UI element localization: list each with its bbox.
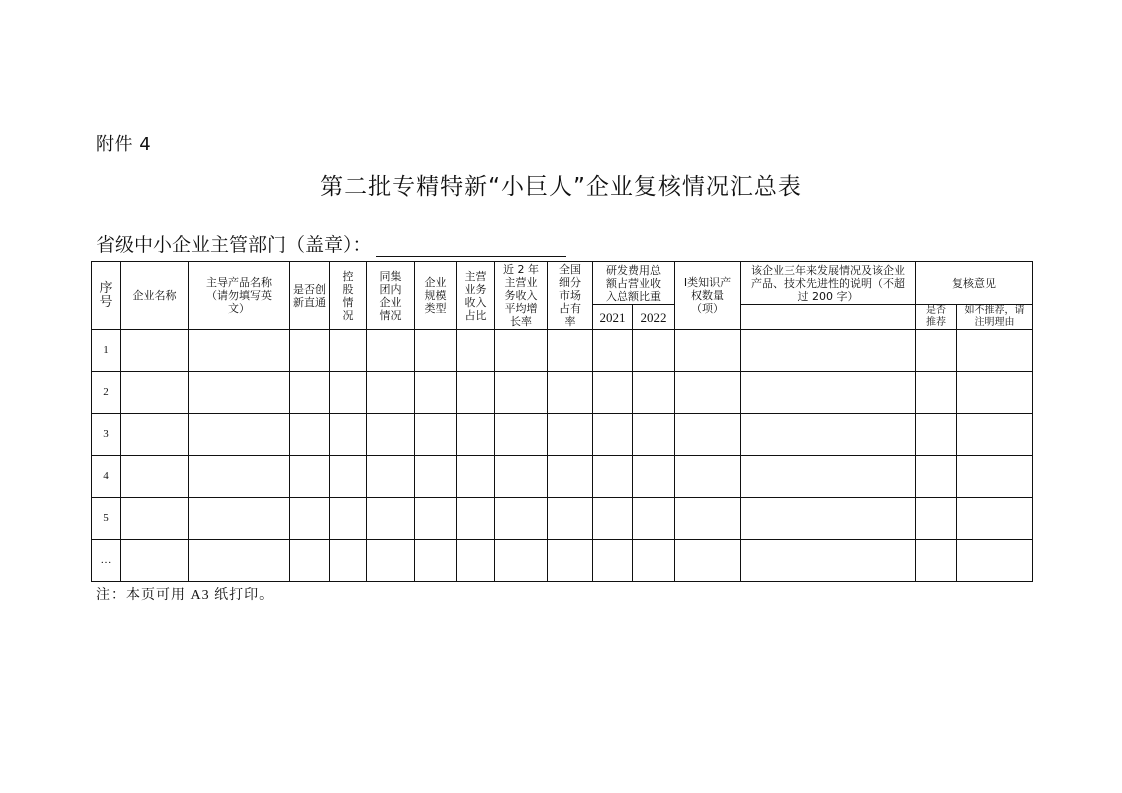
cell-innovation-direct[interactable] xyxy=(290,330,330,372)
cell-description[interactable] xyxy=(741,330,916,372)
cell-main-revenue-share[interactable] xyxy=(457,372,495,414)
cell-holding[interactable] xyxy=(330,540,367,582)
col-review-reason: 如不推荐，请注明理由 xyxy=(957,305,1033,330)
cell-scale-type[interactable] xyxy=(415,540,457,582)
cell-innovation-direct[interactable] xyxy=(290,540,330,582)
footer-note: 注：本页可用 A3 纸打印。 xyxy=(96,588,275,603)
cell-rd-2021[interactable] xyxy=(593,330,633,372)
cell-group-internal[interactable] xyxy=(367,372,415,414)
cell-rd-2022[interactable] xyxy=(633,456,675,498)
col-ip-count: Ⅰ类知识产权数量（项） xyxy=(675,262,741,330)
cell-main-product[interactable] xyxy=(189,540,290,582)
row-seq: 1 xyxy=(92,330,121,372)
cell-scale-type[interactable] xyxy=(415,456,457,498)
cell-main-revenue-share[interactable] xyxy=(457,456,495,498)
dept-stamp-line xyxy=(96,230,566,257)
cell-review-reason[interactable] xyxy=(957,456,1033,498)
cell-market-share[interactable] xyxy=(548,330,593,372)
cell-rd-2022[interactable] xyxy=(633,498,675,540)
col-description-sub xyxy=(741,305,916,330)
cell-ip-count[interactable] xyxy=(675,414,741,456)
cell-ip-count[interactable] xyxy=(675,372,741,414)
col-scale-type: 企业规模类型 xyxy=(415,262,457,330)
cell-review-reason[interactable] xyxy=(957,372,1033,414)
row-seq: 3 xyxy=(92,414,121,456)
row-seq: 5 xyxy=(92,498,121,540)
cell-scale-type[interactable] xyxy=(415,372,457,414)
cell-main-revenue-share[interactable] xyxy=(457,540,495,582)
cell-rd-2021[interactable] xyxy=(593,498,633,540)
cell-company-name[interactable] xyxy=(121,330,189,372)
cell-rd-2022[interactable] xyxy=(633,330,675,372)
cell-description[interactable] xyxy=(741,456,916,498)
cell-company-name[interactable] xyxy=(121,540,189,582)
col-market-share: 全国细分市场占有率 xyxy=(548,262,593,330)
cell-review-reason[interactable] xyxy=(957,498,1033,540)
cell-group-internal[interactable] xyxy=(367,456,415,498)
cell-holding[interactable] xyxy=(330,372,367,414)
cell-main-product[interactable] xyxy=(189,456,290,498)
page-title: 第二批专精特新“小巨人”企业复核情况汇总表 xyxy=(320,174,802,200)
col-review-recommend: 是否推荐 xyxy=(916,305,957,330)
cell-growth-rate[interactable] xyxy=(495,456,548,498)
table-row xyxy=(92,372,1033,414)
cell-group-internal[interactable] xyxy=(367,540,415,582)
cell-rd-2022[interactable] xyxy=(633,540,675,582)
table-row xyxy=(92,330,1033,372)
cell-growth-rate[interactable] xyxy=(495,414,548,456)
cell-growth-rate[interactable] xyxy=(495,372,548,414)
cell-main-product[interactable] xyxy=(189,330,290,372)
cell-growth-rate[interactable] xyxy=(495,540,548,582)
col-group-internal: 同集团内企业情况 xyxy=(367,262,415,330)
signature-blank[interactable] xyxy=(376,236,566,257)
cell-main-product[interactable] xyxy=(189,498,290,540)
col-main-revenue-share: 主营业务收入占比 xyxy=(457,262,495,330)
cell-rd-2021[interactable] xyxy=(593,372,633,414)
col-company-name: 企业名称 xyxy=(121,262,189,330)
col-rd-2022: 2022 xyxy=(633,305,675,330)
cell-review-reason[interactable] xyxy=(957,414,1033,456)
cell-innovation-direct[interactable] xyxy=(290,372,330,414)
cell-market-share[interactable] xyxy=(548,540,593,582)
col-growth-rate: 近 2 年主营业务收入平均增长率 xyxy=(495,262,548,330)
cell-market-share[interactable] xyxy=(548,498,593,540)
cell-rd-2022[interactable] xyxy=(633,372,675,414)
cell-review-recommend[interactable] xyxy=(916,498,957,540)
cell-holding[interactable] xyxy=(330,456,367,498)
cell-review-recommend[interactable] xyxy=(916,372,957,414)
col-main-product: 主导产品名称（请勿填写英文） xyxy=(189,262,290,330)
cell-ip-count[interactable] xyxy=(675,330,741,372)
cell-company-name[interactable] xyxy=(121,456,189,498)
cell-innovation-direct[interactable] xyxy=(290,414,330,456)
cell-scale-type[interactable] xyxy=(415,330,457,372)
cell-growth-rate[interactable] xyxy=(495,498,548,540)
cell-rd-2022[interactable] xyxy=(633,414,675,456)
cell-main-product[interactable] xyxy=(189,372,290,414)
cell-description[interactable] xyxy=(741,498,916,540)
cell-innovation-direct[interactable] xyxy=(290,456,330,498)
col-innovation-direct: 是否创新直通 xyxy=(290,262,330,330)
cell-description[interactable] xyxy=(741,540,916,582)
cell-innovation-direct[interactable] xyxy=(290,498,330,540)
cell-review-recommend[interactable] xyxy=(916,414,957,456)
col-description: 该企业三年来发展情况及该企业产品、技术先进性的说明（不超过 200 字） xyxy=(741,262,916,305)
cell-rd-2021[interactable] xyxy=(593,456,633,498)
col-rd-ratio: 研发费用总额占营业收入总额比重 xyxy=(593,262,675,305)
table-row xyxy=(92,540,1033,582)
cell-rd-2021[interactable] xyxy=(593,540,633,582)
col-holding: 控股情况 xyxy=(330,262,367,330)
cell-review-reason[interactable] xyxy=(957,330,1033,372)
cell-ip-count[interactable] xyxy=(675,540,741,582)
cell-company-name[interactable] xyxy=(121,498,189,540)
col-rd-2021: 2021 xyxy=(593,305,633,330)
col-review: 复核意见 xyxy=(916,262,1033,305)
cell-main-revenue-share[interactable] xyxy=(457,498,495,540)
cell-ip-count[interactable] xyxy=(675,498,741,540)
summary-table xyxy=(91,261,1033,582)
cell-review-recommend[interactable] xyxy=(916,330,957,372)
attachment-label: 附件 4 xyxy=(96,134,152,155)
cell-main-revenue-share[interactable] xyxy=(457,414,495,456)
cell-scale-type[interactable] xyxy=(415,414,457,456)
table-row xyxy=(92,498,1033,540)
cell-description[interactable] xyxy=(741,414,916,456)
cell-company-name[interactable] xyxy=(121,414,189,456)
cell-ip-count[interactable] xyxy=(675,456,741,498)
cell-rd-2021[interactable] xyxy=(593,414,633,456)
cell-main-product[interactable] xyxy=(189,414,290,456)
cell-group-internal[interactable] xyxy=(367,414,415,456)
row-seq: 2 xyxy=(92,372,121,414)
col-seq: 序号 xyxy=(92,262,121,330)
cell-group-internal[interactable] xyxy=(367,498,415,540)
cell-group-internal[interactable] xyxy=(367,330,415,372)
row-seq: … xyxy=(92,540,121,582)
cell-main-revenue-share[interactable] xyxy=(457,330,495,372)
cell-company-name[interactable] xyxy=(121,372,189,414)
cell-holding[interactable] xyxy=(330,330,367,372)
cell-review-reason[interactable] xyxy=(957,540,1033,582)
cell-market-share[interactable] xyxy=(548,456,593,498)
cell-holding[interactable] xyxy=(330,498,367,540)
cell-growth-rate[interactable] xyxy=(495,330,548,372)
cell-scale-type[interactable] xyxy=(415,498,457,540)
cell-review-recommend[interactable] xyxy=(916,456,957,498)
dept-label: 省级中小企业主管部门（盖章）： xyxy=(96,234,372,256)
table-row xyxy=(92,456,1033,498)
cell-holding[interactable] xyxy=(330,414,367,456)
row-seq: 4 xyxy=(92,456,121,498)
cell-description[interactable] xyxy=(741,372,916,414)
cell-market-share[interactable] xyxy=(548,414,593,456)
cell-market-share[interactable] xyxy=(548,372,593,414)
table-row xyxy=(92,414,1033,456)
cell-review-recommend[interactable] xyxy=(916,540,957,582)
